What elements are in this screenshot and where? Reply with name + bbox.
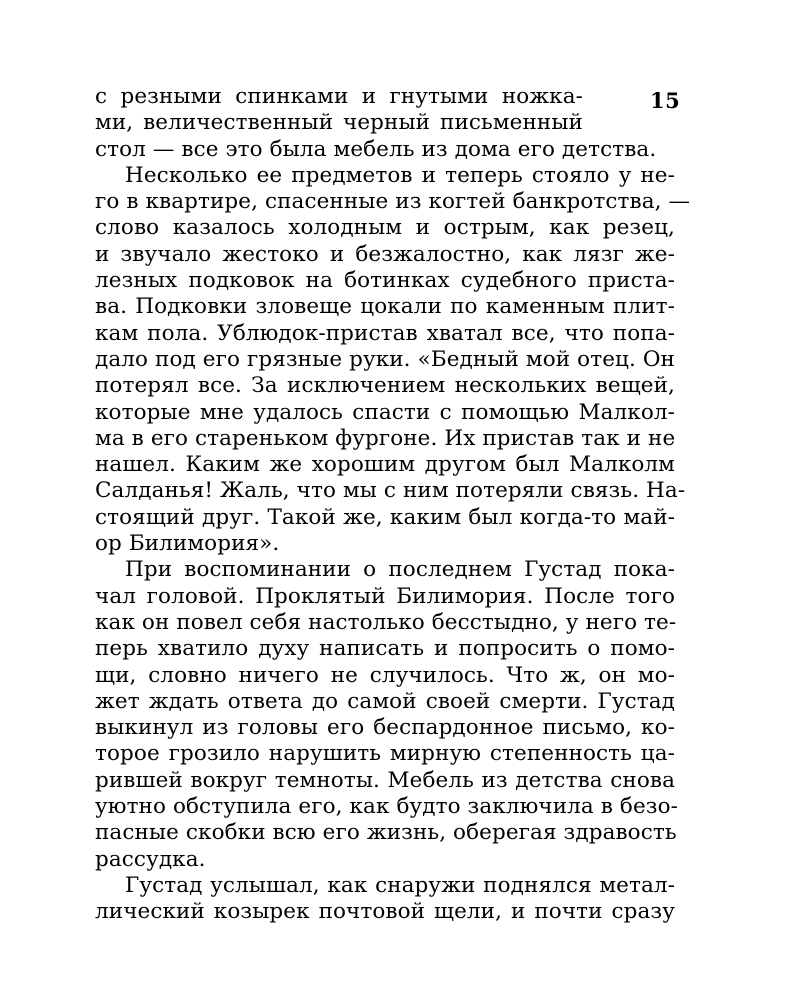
text-line: чал головой. Проклятый Билимория. После того xyxy=(95,583,675,609)
text-line: стоящий друг. Такой же, каким был когда-то май- xyxy=(95,504,675,530)
paragraph-start-line: При воспоминании о последнем Густад пока- xyxy=(125,557,675,583)
page-number: 15 xyxy=(650,88,681,113)
text-line: рассудка. xyxy=(95,846,206,872)
text-line: го в квартире, спасенные из когтей банкротства, — xyxy=(95,189,691,215)
text-line: лезных подковок на ботинках судебного приста- xyxy=(95,268,675,294)
text-line: ор Билимория». xyxy=(95,531,280,557)
text-line: потерял все. За исключением нескольких вещей, xyxy=(95,373,675,399)
text-line: слово казалось холодным и острым, как резец, xyxy=(95,215,675,241)
text-line: перь хватило духу написать и попросить о помо- xyxy=(95,636,675,662)
text-line: кам пола. Ублюдок-пристав хватал все, что попа- xyxy=(95,320,675,346)
body-text xyxy=(95,84,691,926)
text-line: выкинул из головы его беспардонное письмо, ко- xyxy=(95,715,675,741)
text-line: пасные скобки всю его жизнь, оберегая здравость xyxy=(95,820,677,846)
text-line: дало под его грязные руки. «Бедный мой отец. Он xyxy=(95,346,675,372)
text-line: уютно обступила его, как будто заключила в безо- xyxy=(95,794,679,820)
text-line: рившей вокруг темноты. Мебель из детства снова xyxy=(95,767,675,793)
text-line: и звучало жестоко и безжалостно, как лязг же- xyxy=(95,241,675,267)
text-line: ва. Подковки зловеще цокали по каменным плит- xyxy=(95,294,675,320)
text-line: с резными спинками и гнутыми ножка- xyxy=(95,84,583,109)
text-line: щи, словно ничего не случилось. Что ж, он мо- xyxy=(95,662,675,688)
text-line: ма в его стареньком фургоне. Их пристав так и не xyxy=(95,425,676,451)
text-line: стол — все это была мебель из дома его детства. xyxy=(95,136,657,162)
text-line: торое грозило нарушить мирную степенность ца- xyxy=(95,741,675,767)
text-line: нашел. Каким же хорошим другом был Малколм xyxy=(95,452,675,478)
paragraph-start-line: Несколько ее предметов и теперь стояло у не- xyxy=(125,162,675,188)
text-line: лический козырек почтовой щели, и почти сразу xyxy=(95,899,675,925)
text-line: жет ждать ответа до самой своей смерти. Густад xyxy=(95,688,675,714)
text-line: ми, величественный черный письменный xyxy=(95,110,583,136)
text-line: Салданья! Жаль, что мы с ним потеряли связь. На- xyxy=(95,478,686,504)
paragraph-start-line: Густад услышал, как снаружи поднялся метал- xyxy=(125,872,675,898)
text-line: которые мне удалось спасти с помощью Малкол- xyxy=(95,399,675,425)
text-line: как он повел себя настолько бесстыдно, у него те- xyxy=(95,609,677,635)
